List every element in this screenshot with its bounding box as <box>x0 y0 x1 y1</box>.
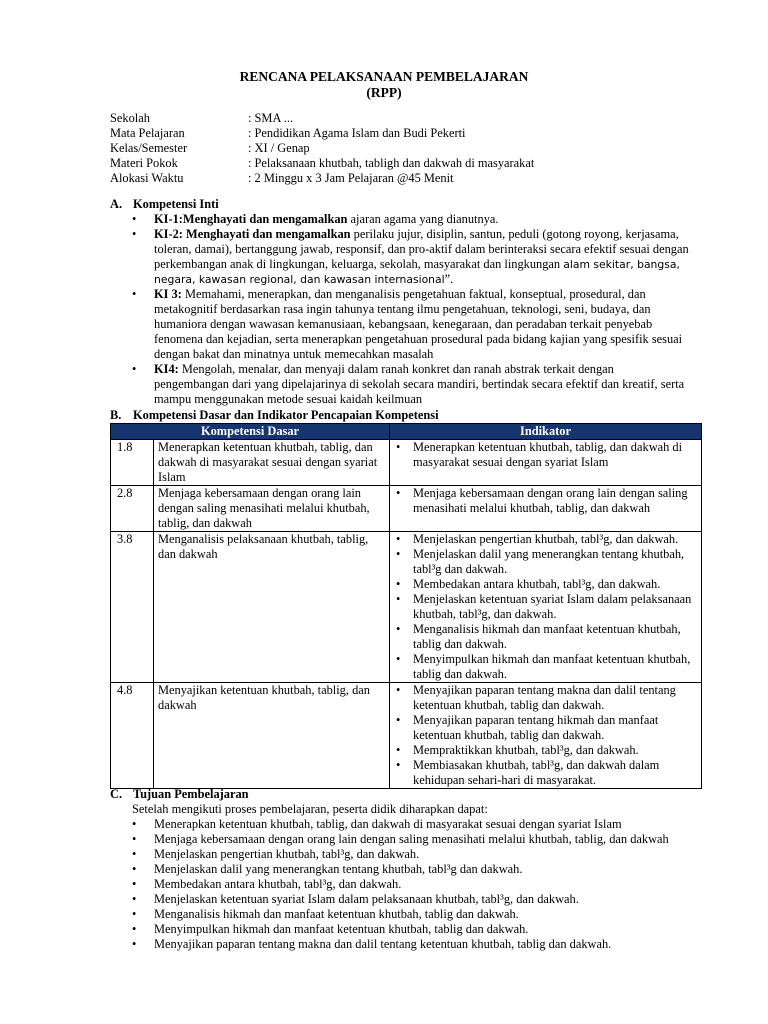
kd-number: 4.8 <box>111 683 154 789</box>
section-title: Tujuan Pembelajaran <box>133 787 249 801</box>
tujuan-item: • Menganalisis hikmah dan manfaat ketentuan khutbah, tablig dan dakwah. <box>130 907 730 922</box>
table-row <box>111 532 702 683</box>
kd-text: Menerapkan ketentuan khutbah, tablig, dan dakwah di masyarakat sesuai dengan syariat Islam <box>154 440 390 486</box>
tujuan-item: • Menyajikan paparan tentang makna dan dalil tentang ketentuan khutbah, tablig dan dakwah. <box>130 937 730 952</box>
indikator-cell <box>390 683 702 789</box>
section-number: C. <box>110 787 123 801</box>
identity-label: Materi Pokok <box>110 156 178 170</box>
tujuan-intro: Setelah mengikuti proses pembelajaran, peserta didik diharapkan dapat: <box>132 802 488 816</box>
indikator-item: • Membedakan antara khutbah, tabl³g, dan dakwah. <box>390 577 701 592</box>
identity-value: : 2 Minggu x 3 Jam Pelajaran @45 Menit <box>248 171 454 185</box>
identity-label: Kelas/Semester <box>110 141 188 155</box>
ki-item <box>130 227 690 287</box>
section-number: B. <box>110 408 122 422</box>
identity-value: : Pelaksanaan khutbah, tabligh dan dakwah di masyarakat <box>248 156 535 170</box>
indikator-item: • Menjelaskan ketentuan syariat Islam dalam pelaksanaan khutbah, tabl³g, dan dakwah. <box>390 592 701 622</box>
indikator-item: • Mempraktikkan khutbah, tabl³g, dan dakwah. <box>390 743 701 758</box>
identity-value: : SMA ... <box>248 111 294 125</box>
indikator-item: • Menganalisis hikmah dan manfaat ketentuan khutbah, tablig dan dakwah. <box>390 622 701 652</box>
tujuan-item: • Menyimpulkan hikmah dan manfaat ketentuan khutbah, tablig dan dakwah. <box>130 922 730 937</box>
indikator-item: • Membiasakan khutbah, tabl³g, dan dakwah dalam kehidupan sehari-hari di masyarakat. <box>390 758 701 788</box>
tujuan-item: • Menjelaskan dalil yang menerangkan tentang khutbah, tabl³g dan dakwah. <box>130 862 730 877</box>
ki-item <box>130 362 690 407</box>
section-a-heading <box>110 197 219 212</box>
indikator-item: • Menyajikan paparan tentang hikmah dan manfaat ketentuan khutbah, tablig dan dakwah. <box>390 713 701 743</box>
section-title: Kompetensi Inti <box>133 197 219 211</box>
table-row <box>111 486 702 532</box>
section-c-heading <box>110 787 249 802</box>
indikator-cell <box>390 440 702 486</box>
ki-text: Mengolah, menalar, dan menyaji dalam ranah konkret dan ranah abstrak terkait dengan pengembangan dari yang dipelajarinya di sekolah secara mandiri, bertindak secara efektif dan kreatif, serta mampu menggunakan metode sesuai kaidah keilmuan <box>154 362 685 406</box>
ki-text: Memahami, menerapkan, dan menganalisis pengetahuan faktual, konseptual, prosedural, dan metakognitif berdasarkan rasa ingin tahunya tentang ilmu pengetahuan, teknologi, seni, budaya, dan humaniora dengan wawasan kemanusiaan, kebangsaan, kenegaraan, dan peradaban terkait penyebab fenomena dan kejadian, serta menerapkan pengetahuan prosedural pada bidang kajian yang spesifik sesuai dengan bakat dan minatnya untuk memecahkan masalah <box>154 287 683 361</box>
section-b-heading <box>110 408 439 423</box>
indikator-item: • Menjelaskan pengertian khutbah, tabl³g, dan dakwah. <box>390 532 701 547</box>
identity-label: Alokasi Waktu <box>110 171 184 185</box>
indikator-item: • Menjaga kebersamaan dengan orang lain dengan saling menasihati melalui khutbah, tablig, dan dakwah <box>390 486 701 516</box>
column-header-kd: Kompetensi Dasar <box>111 424 390 440</box>
indikator-cell <box>390 486 702 532</box>
identity-value: : XI / Genap <box>248 141 310 155</box>
ki-item <box>130 287 690 362</box>
tujuan-item: • Menjelaskan ketentuan syariat Islam dalam pelaksanaan khutbah, tabl³g, dan dakwah. <box>130 892 730 907</box>
ki-label: KI 3: <box>154 287 182 301</box>
ki-text-handwritten: alam sekitar, bangsa, negara, kawasan regional, dan kawasan internasional <box>154 258 680 286</box>
kd-number: 3.8 <box>111 532 154 683</box>
indikator-item: • Menyimpulkan hikmah dan manfaat ketentuan khutbah, tablig dan dakwah. <box>390 652 701 682</box>
indikator-item: • Menyajikan paparan tentang makna dan dalil tentang ketentuan khutbah, tablig dan dakwah. <box>390 683 701 713</box>
ki-label: KI-2: Menghayati dan mengamalkan <box>154 227 351 241</box>
column-header-indikator: Indikator <box>390 424 702 440</box>
tujuan-item: • Membedakan antara khutbah, tabl³g, dan dakwah. <box>130 877 730 892</box>
indikator-item: • Menerapkan ketentuan khutbah, tablig, dan dakwah di masyarakat sesuai dengan syariat Islam <box>390 440 701 470</box>
section-title: Kompetensi Dasar dan Indikator Pencapaian Kompetensi <box>133 408 439 422</box>
tujuan-item: • Menjelaskan pengertian khutbah, tabl³g, dan dakwah. <box>130 847 730 862</box>
title-line-2: (RPP) <box>366 85 402 100</box>
identity-value: : Pendidikan Agama Islam dan Budi Pekerti <box>248 126 466 140</box>
tujuan-item: • Menerapkan ketentuan khutbah, tablig, dan dakwah di masyarakat sesuai dengan syariat Islam <box>130 817 730 832</box>
kompetensi-inti-list <box>130 212 690 407</box>
kd-number: 2.8 <box>111 486 154 532</box>
kd-indikator-table <box>110 423 702 789</box>
ki-label: KI-1:Menghayati dan mengamalkan <box>154 212 348 226</box>
table-row <box>111 440 702 486</box>
kd-text: Menyajikan ketentuan khutbah, tablig, dan dakwah <box>154 683 390 789</box>
identity-label: Mata Pelajaran <box>110 126 185 140</box>
ki-text: perilaku jujur, disiplin, santun, peduli (gotong royong, kerjasama, toleran, damai), bertanggung jawab, responsif, dan pro-aktif dalam berinteraksi secara efektif sesuai dengan perkembangan anak di lingkungan, keluarga, sekolah, masyarakat dan lingkungan <box>154 227 689 271</box>
kd-text: Menjaga kebersamaan dengan orang lain dengan saling menasihati melalui khutbah, tablig, dan dakwah <box>154 486 390 532</box>
table-row <box>111 683 702 789</box>
indikator-cell <box>390 532 702 683</box>
ki-item <box>130 212 690 227</box>
ki-text: ajaran agama yang dianutnya. <box>347 212 499 226</box>
identity-label: Sekolah <box>110 111 150 125</box>
tujuan-list <box>130 817 730 952</box>
ki-text-end: ”. <box>444 272 454 286</box>
table-header-row <box>111 424 702 440</box>
indikator-item: • Menjelaskan dalil yang menerangkan tentang khutbah, tabl³g dan dakwah. <box>390 547 701 577</box>
kd-number: 1.8 <box>111 440 154 486</box>
document-title <box>0 69 768 101</box>
title-line-1: RENCANA PELAKSANAAN PEMBELAJARAN <box>239 69 529 84</box>
ki-label: KI4: <box>154 362 179 376</box>
section-number: A. <box>110 197 123 211</box>
tujuan-item: • Menjaga kebersamaan dengan orang lain dengan saling menasihati melalui khutbah, tablig, dan dakwah <box>130 832 730 847</box>
kd-text: Menganalisis pelaksanaan khutbah, tablig, dan dakwah <box>154 532 390 683</box>
